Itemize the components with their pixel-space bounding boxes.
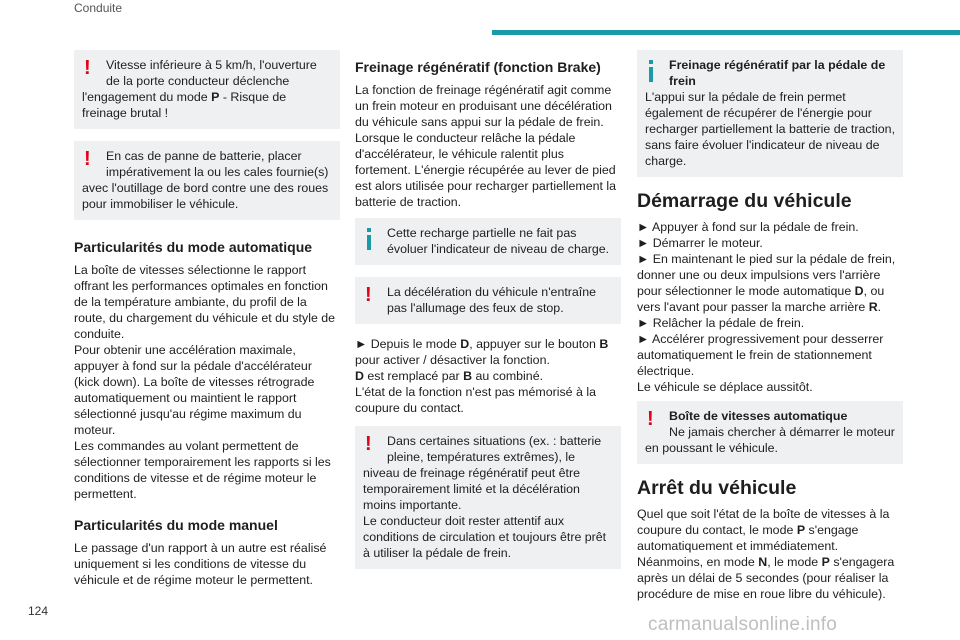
warning-icon: ! <box>84 57 91 79</box>
paragraph-mode-d: ► Depuis le mode D, appuyer sur le bouton B pour activer / désactiver la fonction. D est remplacé par B au combiné. L'état de la fonction n'est pas mémorisé à la coupure du contact. <box>355 337 609 415</box>
info-title: Freinage régénératif par la pédale de frein <box>669 58 886 88</box>
warning-text: La décélération du véhicule n'entraîne pas l'allumage des feux de stop. <box>387 285 597 315</box>
warning-icon: ! <box>365 433 372 455</box>
warning-text: En cas de panne de batterie, placer impérativement la ou les cales fournie(s) <box>106 149 329 179</box>
column-2 <box>355 50 621 581</box>
page-number: 124 <box>28 604 49 618</box>
warning-text-cont: avec l'outillage de bord contre une des roues pour immobiliser le véhicule. <box>82 181 329 211</box>
start-step-3: ► En maintenant le pied sur la pédale de frein, donner une ou deux impulsions vers l'arrière pour sélectionner le mode automatique D, ou vers l'avant pour passer la marche arrière R. <box>637 252 896 314</box>
warning-box-regen-limits <box>355 426 621 569</box>
paragraph-stop-2: Néanmoins, en mode N, le mode P s'engagera après un délai de 5 secondes (pour réaliser la procédure de mise en roue libre du véhicule). <box>637 555 895 601</box>
section-title: Conduite <box>74 1 123 15</box>
warning-text: Vitesse inférieure à 5 km/h, l'ouverture de la porte conducteur déclenche <box>106 58 317 88</box>
warning-icon: ! <box>84 148 91 170</box>
start-step-5: ► Accélérer progressivement pour desserrer automatiquement le frein de stationnement électrique. <box>637 332 884 378</box>
paragraph-stop-1: Quel que soit l'état de la boîte de vitesses à la coupure du contact, le mode P s'engage automatiquement et immédiatement. <box>637 507 890 553</box>
warning-title: Boîte de vitesses automatique <box>669 409 848 423</box>
warning-box-door <box>74 50 340 129</box>
warning-text: Dans certaines situations (ex. : batterie pleine, températures extrêmes), le <box>387 434 602 464</box>
heading-regen-brake: Freinage régénératif (fonction Brake) <box>355 59 601 75</box>
warning-body-cont: en poussant le véhicule. <box>645 441 778 455</box>
warning-text-cont: l'engagement du mode P - Risque de freinage brutal ! <box>82 90 287 120</box>
info-box-brake-pedal <box>637 50 903 177</box>
paragraph-auto-2: Pour obtenir une accélération maximale, appuyer à fond sur la pédale d'accélérateur (kick down). La boîte de vitesses rétrograde automatiquement ou maintient le rapport sélectionné jusqu'au régime maximum du moteur. <box>74 343 315 437</box>
header-accent-bar <box>492 30 960 35</box>
info-icon <box>367 228 371 250</box>
info-box-charge <box>355 218 621 265</box>
paragraph-regen: La fonction de freinage régénératif agit comme un frein moteur en produisant une décélération du véhicule sans appui sur la pédale de frein. Lorsque le conducteur relâche la pédale d'accélérateur, le véhicule ralentit plus fortement. L'énergie récupérée au lever de pied est alors utilisée pour recharger partiellement la batterie de traction. <box>355 83 617 209</box>
warning-text-cont: niveau de freinage régénératif peut être temporairement limité et la décélération moins importante. Le conducteur doit rester attentif aux conditions de circulation et toujours être prêt à utiliser la pédale de frein. <box>363 466 607 560</box>
start-step-1: ► Appuyer à fond sur la pédale de frein. <box>637 220 859 234</box>
warning-icon: ! <box>647 408 654 430</box>
column-3 <box>637 50 903 608</box>
paragraph-auto-3: Les commandes au volant permettent de sélectionner temporairement les rapports si les conditions de vitesse et de régime moteur le permettent. <box>74 439 331 501</box>
heading-auto-mode: Particularités du mode automatique <box>74 239 313 255</box>
start-step-6: Le véhicule se déplace aussitôt. <box>637 380 813 394</box>
heading-manual-mode: Particularités du mode manuel <box>74 517 278 533</box>
heading-stop-vehicle: Arrêt du véhicule <box>637 477 797 499</box>
warning-box-battery <box>74 141 340 220</box>
heading-start-vehicle: Démarrage du véhicule <box>637 190 852 212</box>
start-step-4: ► Relâcher la pédale de frein. <box>637 316 805 330</box>
watermark: carmanualsonline.info <box>648 614 838 635</box>
warning-box-stoplights <box>355 277 621 324</box>
column-1 <box>74 50 340 594</box>
info-text: Cette recharge partielle ne fait pas évoluer l'indicateur de niveau de charge. <box>387 226 610 256</box>
start-step-2: ► Démarrer le moteur. <box>637 236 763 250</box>
info-body: L'appui sur la pédale de frein permet également de récupérer de l'énergie pour recharger partiellement la batterie de traction, sans faire évoluer l'indicateur de niveau de charge. <box>645 90 896 168</box>
warning-body: Ne jamais chercher à démarrer le moteur <box>669 425 895 439</box>
warning-icon: ! <box>365 284 372 306</box>
warning-box-push-start <box>637 401 903 464</box>
paragraph-auto-1: La boîte de vitesses sélectionne le rapport offrant les performances optimales en fonction de la température ambiante, du profil de la route, du chargement du véhicule et du style de conduite. <box>74 263 336 341</box>
info-icon <box>649 60 653 82</box>
paragraph-manual: Le passage d'un rapport à un autre est réalisé uniquement si les conditions de vitesse du véhicule et de régime moteur le permettent. <box>74 541 327 587</box>
